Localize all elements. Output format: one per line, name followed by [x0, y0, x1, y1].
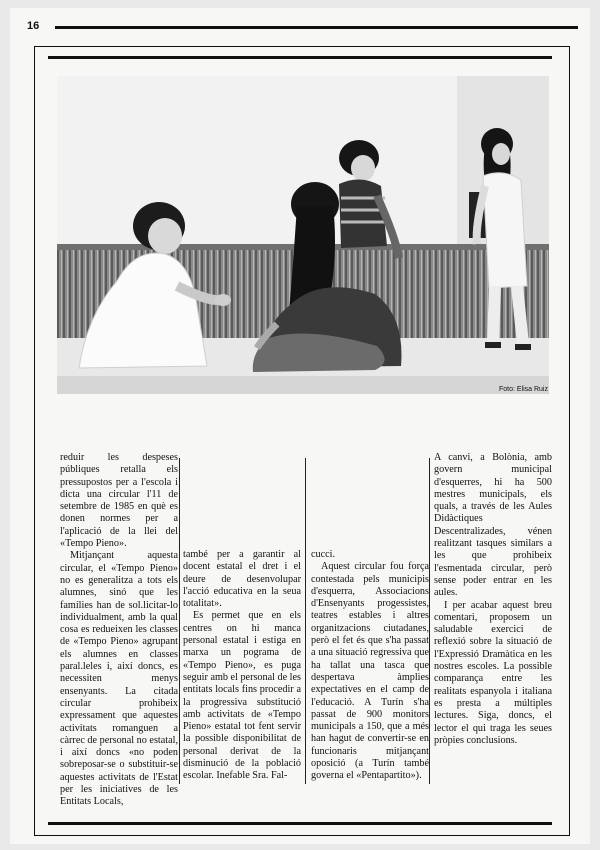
text-column-4: [434, 452, 552, 747]
frame-top-rule: [48, 56, 552, 59]
photo-caption: Foto: Elisa Ruiz: [498, 386, 548, 393]
text-column-3: [311, 549, 429, 783]
column-divider: [305, 458, 306, 784]
paragraph: A canvi, a Bolònia, amb govern municipal d'esquerres, hi ha 500 mestres municipals, els quals, a través de les Aules Didàctiques Descentralizades, vénen realitzant tasques similars a les que prohibeix l'esmentada circular, però sense poder entrar en les aules.: [434, 452, 552, 599]
photo-children-playing: [57, 76, 549, 394]
photo-illustration: [57, 76, 549, 394]
text-column-1: [60, 452, 178, 809]
paragraph: Mitjançant aquesta circular, el «Tempo Pieno» no es generalitza a tots els alumnes, sinó que les famílies han de sol.licitar-lo individualment, amb la qual cosa es redueixen les classes de «Tempo Pieno» agrupant els alumnes en classes paral.leles i, així doncs, es necessiten menys ensenyants. La citada circular prohibeix expressament que aquestes activitats romanguen a càrrec de personal no estatal, i així doncs «no poden sobreposar-se o substituir-se aquestes activitats de l'Estat per les iniciatives de les Entitats Locals,: [60, 550, 178, 808]
page-number: 16: [27, 20, 40, 32]
paragraph: cucci.: [311, 549, 336, 560]
paragraph: també per a garantir al docent estatal el dret i el deure de desenvolupar l'acció educativa en la seua totalitat».: [183, 549, 301, 610]
paragraph: Es permet que en els centres on hi manca personal estatal i estiga en marxa un pograma de «Tempo Pieno», es puga seguir amb el personal de les entitats locals fins procedir a la progressiva substitució amb activitats de «Tempo Pieno» estatal tot fent servir la possible disponibilitat de personal derivat de la disminució de la població escolar. Inefable Sra. Fal-: [183, 610, 301, 782]
paragraph: reduir les despeses públiques retalla els pressupostos per a l'escola i dicta una circular l'11 de setembre de 1985 en què es donen normes per a l'aplicació de la llei del «Tempo Pieno».: [60, 452, 178, 550]
column-divider: [179, 458, 180, 784]
text-column-2: [183, 549, 301, 783]
header-rule: [55, 26, 578, 29]
paragraph: Aquest circular fou força contestada pels municipis d'esquerra, Associacions d'Ensenyants progessistes, teatres estables i altres organitzacions ciutadanes, però el fet és que s'ha passat a una situació regressiva que ha tallat una tasca que despertava àmplies expectatives en el camp de l'educació. A Turín s'ha passat de 900 monitors municipals a 150, que a més han hagut de convertir-se en funcionaris mitjançant oposició (a Turín també governa el «Pentapartito»).: [311, 561, 429, 782]
column-divider: [429, 458, 430, 784]
frame-bottom-rule: [48, 822, 552, 825]
paragraph: I per acabar aquest breu comentari, proposem un saludable exercici de reflexió sobre la situació de l'Expressió Dramàtica en les nostres escoles. La possible comparança entre les realitats espanyola i italiana es presta a múltiples lectures. Siga, doncs, el lector el qui traga les seues pròpies conclusions.: [434, 599, 552, 746]
